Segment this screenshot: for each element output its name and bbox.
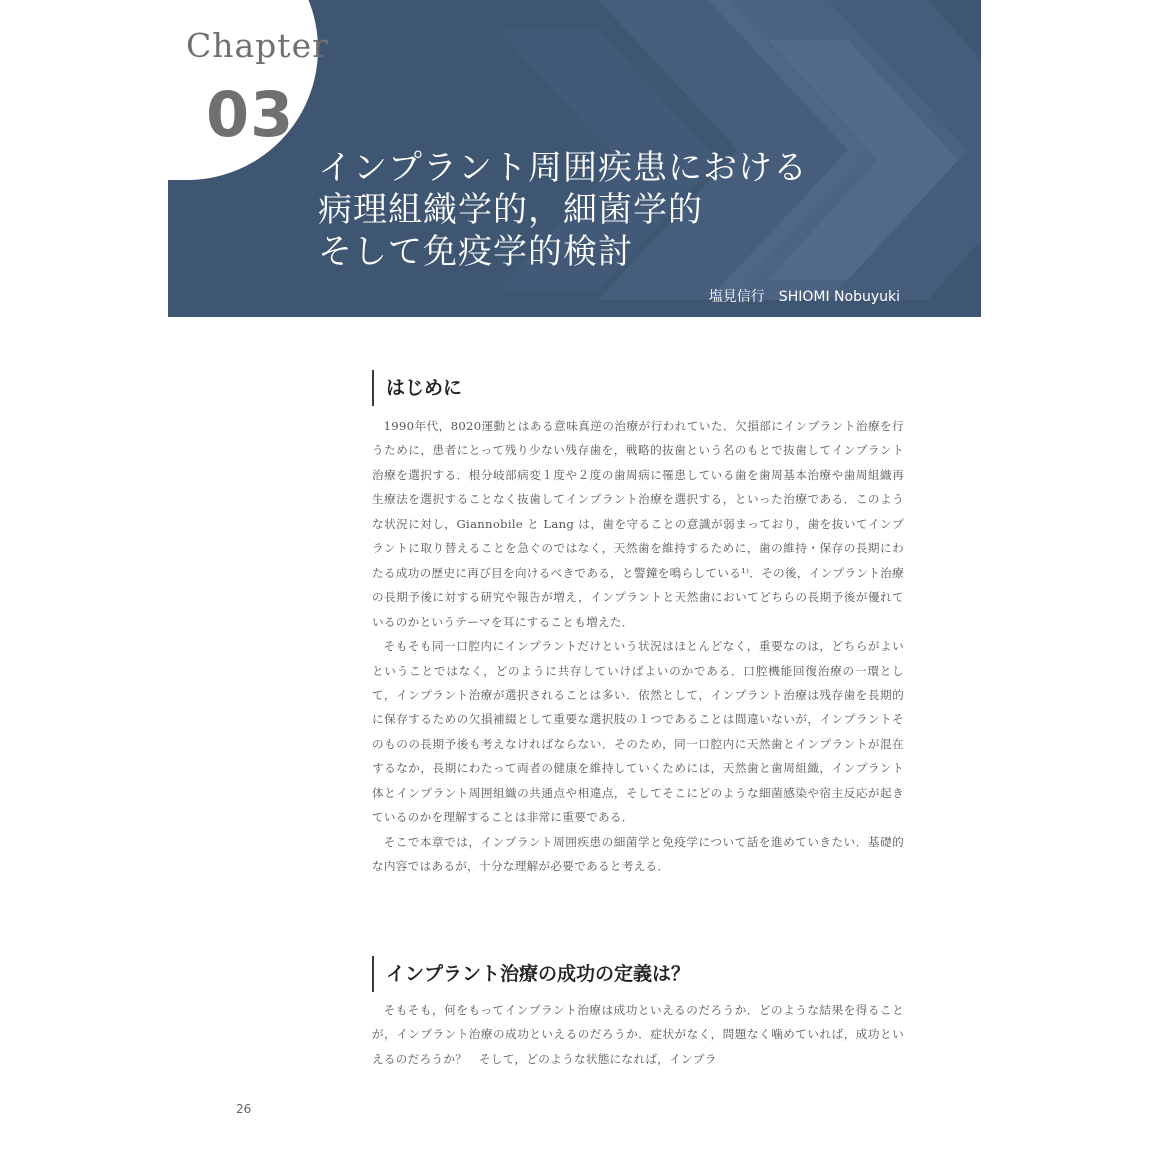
paragraph: そもそも同一口腔内にインプラントだけという状況はほとんどなく，重要なのは，どちらがよいということではなく，どのように共存していけばよいのかである．口腔機能回復治療の一環として，インプラント治療が選択されることは多い．依然として，インプラント治療は残存歯を長期的に保存するための欠損補綴として重要な選択肢の１つであることは間違いないが，インプラントそのものの長期予後も考えなければならない．そのため，同一口腔内に天然歯とインプラントが混在するなか，長期にわたって両者の健康を維持していくためには，天然歯と歯周組織，インプラント体とインプラント周囲組織の共通点や相違点，そしてそこにどのような細菌感染や宿主反応が起きているのかを理解することは非常に重要である．	[372, 639, 904, 825]
paragraph: そもそも，何をもってインプラント治療は成功といえるのだろうか．どのような結果を得ることが，インプラント治療の成功といえるのだろうか．症状がなく，問題なく噛めていれば，成功といえるのだろうか？ そして，どのような状態になれば，インプラ	[372, 1003, 904, 1066]
paragraph: 1990年代，8020運動とはある意味真逆の治療が行われていた．欠損部にインプラント治療を行うために，患者にとって残り少ない残存歯を，戦略的抜歯という名のもとで抜歯してインプラント治療を選択する．根分岐部病変１度や２度の歯周病に罹患している歯を歯周基本治療や歯周組織再生療法を選択することなく抜歯してインプラント治療を選択する，といった治療である．このような状況に対し，Giannobile と Lang は，歯を守ることの意識が弱まっており，歯を抜いてインプラントに取り替えることを急ぐのではなく，天然歯を維持するために，歯の維持・保存の長期にわたる成功の歴史に再び目を向けるべきである，と警鐘を鳴らしている¹⁾．その後，インプラント治療の長期予後に対する研究や報告が増え，インプラントと天然歯においてどちらの長期予後が優れているのかというテーマを耳にすることも増えた．	[372, 419, 904, 629]
chapter-title-line-2: 病理組織学的，細菌学的	[318, 190, 703, 230]
chapter-title-line-1: インプラント周囲疾患における	[318, 148, 808, 188]
chapter-label: Chapter	[186, 26, 329, 65]
paragraph: そこで本章では，インプラント周囲疾患の細菌学と免疫学について話を進めていきたい．基礎的な内容ではあるが，十分な理解が必要であると考える．	[372, 834, 904, 874]
author-name: 塩見信行 SHIOMI Nobuyuki	[708, 289, 900, 305]
section-heading-success-definition: インプラント治療の成功の定義は？	[372, 956, 690, 992]
section-body-intro	[372, 414, 904, 879]
section-heading-intro: はじめに	[372, 370, 462, 406]
section-body-success-definition	[372, 998, 904, 1071]
chapter-title-line-3: そして免疫学的検討	[318, 232, 633, 272]
chapter-number: 03	[206, 78, 295, 151]
page-number: 26	[236, 1102, 252, 1116]
